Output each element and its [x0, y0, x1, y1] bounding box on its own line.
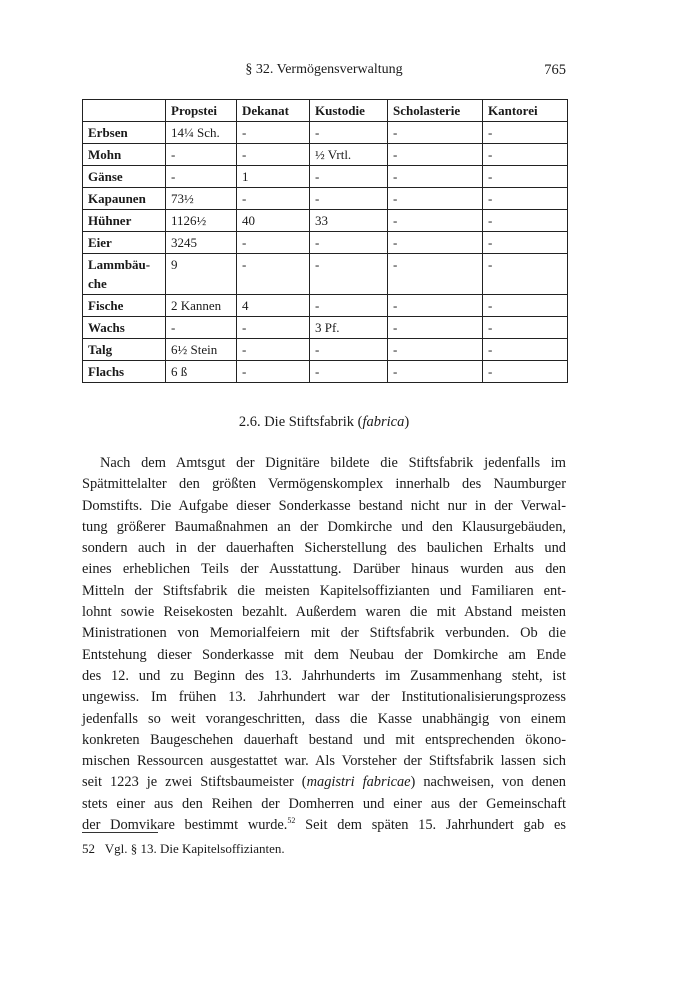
- table-cell: 40: [237, 210, 310, 232]
- body-line: [82, 772, 566, 793]
- table-cell: -: [237, 232, 310, 254]
- table-cell: -: [483, 254, 568, 295]
- body-line-italic: magistri fabricae: [306, 774, 411, 791]
- table-cell: -: [237, 144, 310, 166]
- table-cell: -: [388, 295, 483, 317]
- table-row: [83, 361, 568, 383]
- row-label: Fische: [83, 295, 166, 317]
- table-cell: -: [483, 122, 568, 144]
- table-row: [83, 232, 568, 254]
- page-number: 765: [544, 62, 566, 78]
- body-line: Ministrationen von Memorialfeiern mit der Stiftsfabrik verbunden. Ob die: [82, 625, 566, 642]
- body-line: [82, 815, 566, 836]
- body-line: konkreten Baugeschehen dauerhaft bestand und mit entsprechenden ökono-: [82, 731, 566, 748]
- table-cell: ½ Vrtl.: [310, 144, 388, 166]
- body-paragraph: [82, 453, 566, 836]
- table-row: [83, 122, 568, 144]
- table-cell: -: [388, 339, 483, 361]
- table-cell: -: [310, 254, 388, 295]
- row-label: Eier: [83, 232, 166, 254]
- section-heading-prefix: 2.6. Die Stiftsfabrik (: [238, 414, 363, 430]
- table-cell: -: [483, 210, 568, 232]
- row-label: Lammbäu- che: [83, 254, 166, 295]
- table-cell: -: [388, 188, 483, 210]
- column-header: Kustodie: [310, 100, 388, 122]
- table-cell: -: [388, 254, 483, 295]
- body-line-text: ) nachweisen, von denen: [410, 774, 566, 791]
- table-cell: -: [388, 232, 483, 254]
- body-line: tung größerer Baumaßnahmen an der Domkirche und den Klausurgebäuden,: [82, 518, 566, 535]
- body-line: Nach dem Amtsgut der Dignitäre bildete die Stiftsfabrik jedenfalls im: [100, 455, 566, 471]
- table-cell: -: [237, 317, 310, 339]
- body-line: Mitteln der Stiftsfabrik die meisten Kapitelsoffizianten und Familiaren ent-: [82, 582, 566, 599]
- table-cell: -: [310, 166, 388, 188]
- table-cell: -: [483, 295, 568, 317]
- table-cell: -: [388, 122, 483, 144]
- table-row: [83, 188, 568, 210]
- body-line: des 12. und zu Beginn des 13. Jahrhunderts im Zusammenhang steht, ist: [82, 667, 566, 684]
- running-title: § 32. Vermögensverwaltung: [245, 62, 403, 77]
- body-line: Domstifts. Die Aufgabe dieser Sonderkasse bestand nicht nur in der Verwal-: [82, 497, 566, 514]
- table-cell: -: [388, 166, 483, 188]
- body-line: lohnt sowie Reisekosten bezahlt. Außerdem waren die mit Abstand meisten: [82, 604, 566, 621]
- row-label: Mohn: [83, 144, 166, 166]
- table-header-row: [83, 100, 568, 122]
- table-cell: -: [388, 317, 483, 339]
- table-cell: 2 Kannen: [166, 295, 237, 317]
- column-header: Propstei: [166, 100, 237, 122]
- column-header: Kantorei: [483, 100, 568, 122]
- table-cell: 4: [237, 295, 310, 317]
- table-row: [83, 254, 568, 295]
- table-cell: -: [237, 339, 310, 361]
- table-cell: -: [310, 361, 388, 383]
- footnote-text: Vgl. § 13. Die Kapitelsoffizianten.: [104, 841, 285, 856]
- row-label: Kapaunen: [83, 188, 166, 210]
- footnote-ref[interactable]: 52: [287, 816, 296, 826]
- table-cell: -: [237, 188, 310, 210]
- table-cell: -: [483, 339, 568, 361]
- section-heading-italic: fabrica: [362, 414, 405, 430]
- section-heading: [82, 414, 566, 431]
- body-line: jedenfalls so weit vorangeschritten, dass die Kasse unabhängig von einem: [82, 710, 566, 727]
- row-label: Wachs: [83, 317, 166, 339]
- column-header: Dekanat: [237, 100, 310, 122]
- footnote-divider: [82, 832, 158, 833]
- table-cell: -: [310, 232, 388, 254]
- table-cell: -: [483, 317, 568, 339]
- body-line: Entstehung dieser Sonderkasse mit dem Neubau der Domkirche am Ende: [82, 646, 566, 663]
- table-row: [83, 317, 568, 339]
- table-cell: -: [388, 210, 483, 232]
- table-cell: 9: [166, 254, 237, 295]
- body-line: sondern auch in der dauerhaften Sicherstellung des baulichen Erhalts und: [82, 540, 566, 557]
- table-cell: -: [483, 188, 568, 210]
- table-cell: -: [388, 361, 483, 383]
- table-cell: -: [166, 317, 237, 339]
- column-header: Scholasterie: [388, 100, 483, 122]
- table-cell: 1126½: [166, 210, 237, 232]
- table-cell: 6½ Stein: [166, 339, 237, 361]
- table-cell: -: [483, 232, 568, 254]
- table-cell: 33: [310, 210, 388, 232]
- body-line: stets einer aus den Reihen der Domherren und einer aus der Gemeinschaft: [82, 795, 566, 812]
- row-label: Gänse: [83, 166, 166, 188]
- table-cell: -: [310, 188, 388, 210]
- table-cell: 6 ß: [166, 361, 237, 383]
- table-cell: 14¼ Sch.: [166, 122, 237, 144]
- table-row: [83, 166, 568, 188]
- body-line: ungewiss. Im frühen 13. Jahrhundert war der Institutionalisierungsprozess: [82, 689, 566, 706]
- running-head: [82, 62, 566, 82]
- body-line-text: der Domvikare bestimmt wurde.: [82, 817, 288, 834]
- table-cell: 73½: [166, 188, 237, 210]
- body-line-text: Seit dem späten 15. Jahrhundert gab es: [295, 817, 566, 834]
- table-row: [83, 295, 568, 317]
- table-cell: -: [237, 254, 310, 295]
- table-cell: -: [166, 166, 237, 188]
- row-label: Erbsen: [83, 122, 166, 144]
- row-label: Talg: [83, 339, 166, 361]
- table-cell: -: [483, 166, 568, 188]
- table-cell: 3 Pf.: [310, 317, 388, 339]
- footnote-number: 52: [82, 841, 95, 856]
- table-cell: -: [166, 144, 237, 166]
- row-label: Hühner: [83, 210, 166, 232]
- column-header: [83, 100, 166, 122]
- table-cell: -: [310, 295, 388, 317]
- table-cell: 3245: [166, 232, 237, 254]
- body-line: mischen Ressourcen ausgestattet war. Als Vorsteher der Stiftsfabrik lassen sich: [82, 753, 566, 770]
- table-cell: -: [483, 144, 568, 166]
- body-line: Spätmittelalter den größten Vermögenskomplex innerhalb des Naumburger: [82, 476, 566, 493]
- row-label: Flachs: [83, 361, 166, 383]
- provisions-table: [82, 99, 568, 383]
- table-cell: -: [388, 144, 483, 166]
- table-cell: -: [310, 339, 388, 361]
- body-line: eines erheblichen Teils der Ausstattung. Darüber hinaus wurden aus den: [82, 561, 566, 578]
- table-cell: -: [310, 122, 388, 144]
- table-cell: -: [483, 361, 568, 383]
- table-row: [83, 144, 568, 166]
- table-row: [83, 210, 568, 232]
- footnote: [82, 841, 285, 857]
- section-heading-suffix: ): [404, 414, 410, 430]
- body-line-text: seit 1223 je zwei Stiftsbaumeister (: [82, 774, 307, 791]
- table-cell: 1: [237, 166, 310, 188]
- table-cell: -: [237, 361, 310, 383]
- table-row: [83, 339, 568, 361]
- table-cell: -: [237, 122, 310, 144]
